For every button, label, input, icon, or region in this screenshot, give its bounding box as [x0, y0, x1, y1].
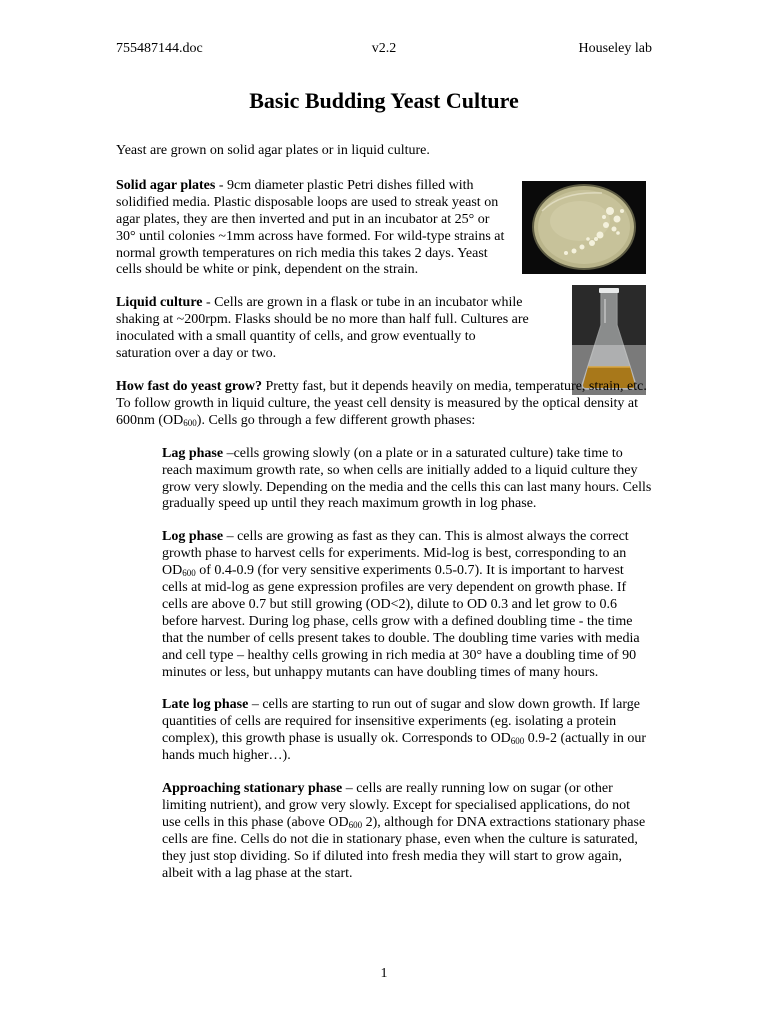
log-phase-paragraph — [162, 529, 652, 681]
late-log-phase-text-a: – cells are starting to run out of sugar and slow down growth. If large quantities of cells are required for insensitive experiments (eg. isolating a protein complex), this growth phase is usually ok. Corresponds to OD — [162, 697, 640, 747]
header-lab: Houseley lab — [578, 41, 652, 56]
solid-agar-paragraph — [116, 178, 506, 279]
growth-text-b: ). Cells go through a few different growth phases: — [196, 412, 476, 428]
stationary-phase-text-b: 2), although for DNA extractions stationary phase cells are fine. Cells do not die in stationary phase, even when the culture is saturated, they just stop dividing. So if diluted into fresh media they will start to grow again, albeit with a lag phase at the start. — [162, 814, 646, 881]
od-subscript: 600 — [348, 819, 363, 830]
late-log-phase-paragraph — [162, 697, 652, 765]
lag-phase-paragraph — [162, 446, 652, 514]
od-subscript: 600 — [510, 736, 525, 747]
document-body — [116, 143, 652, 899]
liquid-culture-text: - Cells are grown in a flask or tube in an incubator while shaking at ~200rpm. Flasks should be no more than half full. Cultures are inoculated with a small quantity of cells, and grow eventually to saturation over a day or two. — [116, 295, 529, 362]
liquid-culture-heading: Liquid culture — [116, 295, 203, 311]
log-phase-heading: Log phase — [162, 529, 224, 545]
growth-paragraph — [116, 379, 652, 430]
liquid-culture-paragraph — [116, 295, 534, 363]
header-version: v2.2 — [371, 41, 397, 56]
lag-phase-text: –cells growing slowly (on a plate or in a saturated culture) take time to reach maximum growth rate, so when cells are initially added to a liquid culture they grow very slowly. Depending on the media and the cells this can last many hours. Cells gradually speed up until they reach maximum growth in log phase. — [162, 445, 652, 512]
log-phase-text-b: of 0.4-0.9 (for very sensitive experiments 0.5-0.7). It is important to harvest cells at mid-log as gene expression profiles are very dependent on growth phase. If cells are above 0.7 but still growing (OD<2), dilute to OD 0.3 and let grow to 0.6 before harvest. During log phase, cells grow with a defined doubling time - the time that the number of cells present takes to double. The doubling time varies with media and cell type – healthy cells growing in rich media at 30° have a doubling time of 90 minutes or less, but unhappy mutants can have doubling times of many hours. — [162, 563, 640, 680]
od-subscript: 600 — [183, 417, 197, 428]
log-phase-text-a: – cells are growing as fast as they can. This is almost always the correct growth phase to harvest cells for experiments. Mid-log is best, corresponding to an OD — [162, 529, 629, 579]
late-log-phase-text-b: 0.9-2 (actually in our hands much higher…). — [162, 731, 646, 764]
late-log-phase-heading: Late log phase — [162, 697, 249, 713]
solid-agar-text: - 9cm diameter plastic Petri dishes filled with solidified media. Plastic disposable loops are used to streak yeast on agar plates, they are then inverted and put in an incubator at 25° or 30° until colonies ~1mm across have formed. For wild-type strains at normal growth temperatures on rich media this takes 2 days. Yeast cells should be white or pink, dependent on the strain. — [116, 177, 505, 278]
document-title: Basic Budding Yeast Culture — [249, 88, 519, 113]
lag-phase-heading: Lag phase — [162, 445, 224, 461]
page-number: 1 — [380, 966, 388, 981]
page-header — [116, 41, 652, 61]
intro-text: Yeast are grown on solid agar plates or in liquid culture. — [116, 143, 430, 158]
growth-text-a: Pretty fast, but it depends heavily on media, temperature, strain, etc. To follow growth in liquid culture, the yeast cell density is measured by the optical density at 600nm (OD — [116, 378, 647, 428]
intro-paragraph — [116, 143, 652, 160]
stationary-phase-heading: Approaching stationary phase — [162, 781, 343, 797]
solid-agar-heading: Solid agar plates — [116, 177, 216, 193]
header-filename: 755487144.doc — [116, 41, 203, 56]
stationary-phase-paragraph — [162, 781, 652, 882]
od-subscript: 600 — [182, 568, 196, 579]
stationary-phase-text-a: – cells are really running low on sugar (or other limiting nutrient), and grow very slowly. Except for specialised applications, do not use cells in this phase (above OD — [162, 781, 630, 830]
growth-heading: How fast do yeast grow? — [116, 378, 262, 394]
